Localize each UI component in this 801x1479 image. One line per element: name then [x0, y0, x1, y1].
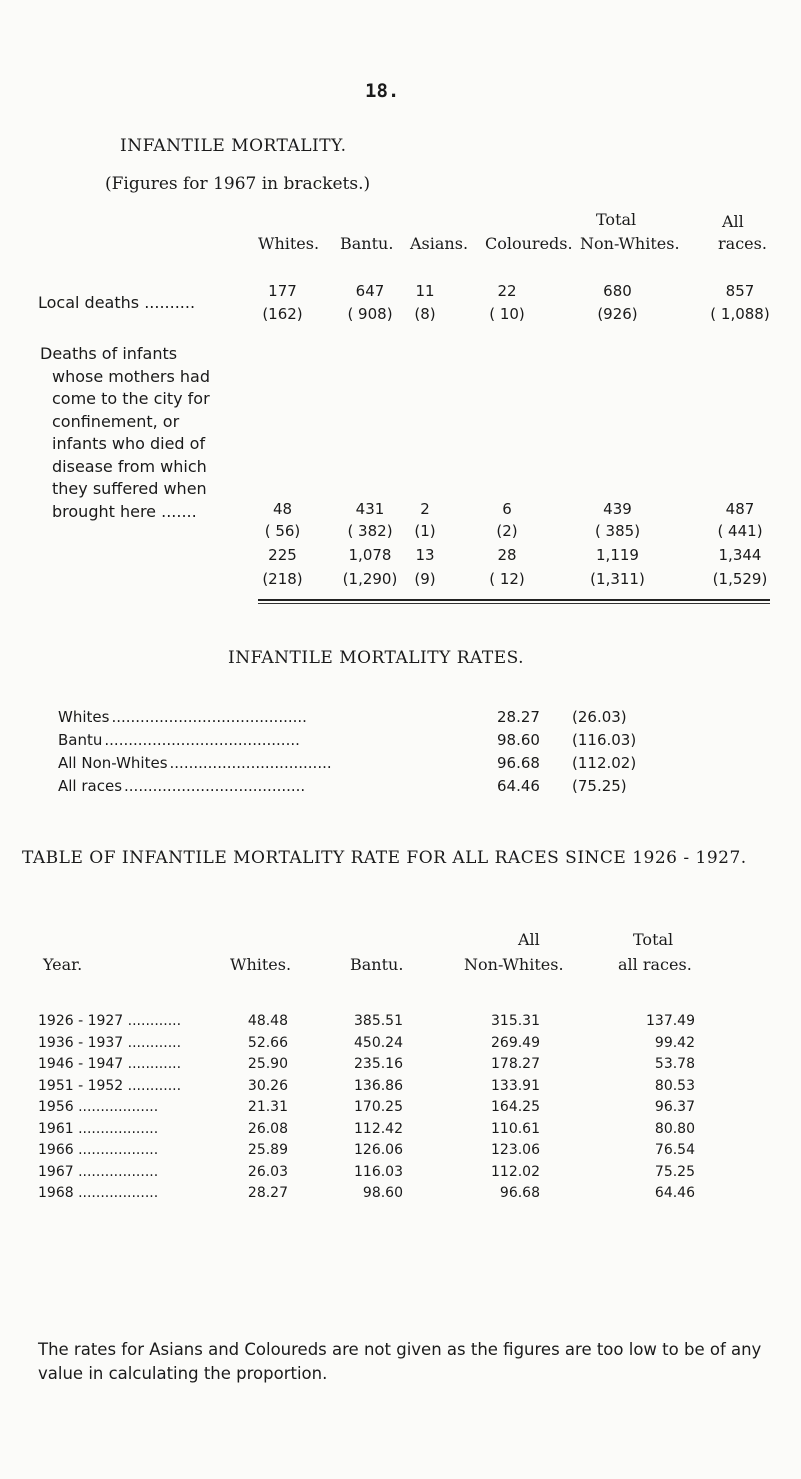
year-label: 1936 - 1937 ............ [38, 1034, 182, 1051]
table-cell: 2 [420, 500, 430, 518]
table-cell: ( 441) [717, 522, 763, 540]
year-label: 1966 .................. [38, 1142, 159, 1158]
rate-cell-total: 64.46 [654, 1185, 695, 1201]
table-cell: ( 908) [347, 305, 393, 323]
rate-cell-bantu: 116.03 [354, 1163, 403, 1180]
rate-cell-total: 137.49 [646, 1013, 695, 1029]
table-cell: (1,311) [590, 570, 645, 588]
rate-cell-total: 75.25 [654, 1163, 695, 1180]
table-cell: 48 [272, 500, 293, 518]
table-cell: (926) [597, 305, 638, 323]
rate-cell-non-whites: 110.61 [491, 1120, 540, 1137]
infants-brought-label-line: confinement, or [52, 411, 180, 431]
infants-brought-label-line: infants who died of [52, 434, 206, 453]
rate-cell-bantu: 112.42 [354, 1120, 403, 1137]
year-label: 1967 .................. [38, 1163, 159, 1180]
year-label: 1968 .................. [38, 1185, 159, 1201]
double-rule-top [258, 599, 770, 601]
rate-cell-whites: 30.26 [247, 1077, 288, 1094]
rate-cell-total: 80.80 [654, 1120, 695, 1137]
table-cell: 487 [725, 500, 755, 518]
table-cell: ( 10) [489, 305, 525, 323]
rate-cell-bantu: 98.60 [362, 1185, 403, 1201]
double-rule-bottom [258, 603, 770, 604]
rate-cell-non-whites: 123.06 [491, 1142, 540, 1158]
table-cell: (162) [262, 305, 303, 323]
rate-leader-dots: ...................................... [124, 777, 306, 795]
table-cell: 177 [268, 282, 297, 300]
table-cell: 680 [603, 282, 632, 300]
table-cell: 647 [355, 282, 385, 300]
rate-value: 96.68 [497, 754, 540, 772]
rate-leader-dots: .................................. [169, 754, 332, 772]
table-cell: 439 [603, 500, 632, 518]
header-total-top: Total [596, 210, 637, 229]
table-cell: 1,119 [596, 546, 639, 564]
table-cell: (1) [414, 522, 436, 540]
rate-leader-dots: ......................................... [104, 731, 300, 749]
rate-cell-whites: 21.31 [247, 1099, 288, 1115]
rate-cell-non-whites: 112.02 [491, 1163, 540, 1180]
table-cell: ( 382) [347, 522, 393, 540]
year-label: 1956 .................. [38, 1099, 159, 1115]
rate-value: 64.46 [497, 777, 540, 795]
header-non-whites-2: Non-Whites. [464, 955, 564, 974]
rate-label: Whites [58, 708, 110, 726]
rate-cell-whites: 28.27 [247, 1185, 288, 1201]
rate-value: 28.27 [497, 708, 540, 726]
rate-value: 98.60 [497, 731, 540, 749]
section-subtitle: (Figures for 1967 in brackets.) [105, 174, 371, 194]
table-cell: (1,529) [712, 570, 768, 588]
rate-cell-total: 96.37 [654, 1099, 695, 1115]
table-cell: 225 [268, 546, 297, 564]
rate-label: All races [58, 777, 123, 795]
header-all-top-2: All [518, 930, 540, 949]
infants-brought-label-line: whose mothers had [52, 366, 211, 386]
header-races: races. [718, 234, 767, 253]
table-cell: 857 [725, 282, 755, 300]
rate-cell-whites: 26.08 [247, 1120, 288, 1137]
table-cell: (9) [414, 570, 436, 588]
infants-brought-label [40, 343, 250, 523]
header-whites-2: Whites. [230, 955, 292, 974]
table-cell: ( 385) [594, 522, 641, 540]
rate-cell-non-whites: 133.91 [491, 1077, 540, 1094]
page-number: 18. [365, 80, 400, 102]
rate-cell-whites: 26.03 [247, 1163, 288, 1180]
infants-brought-label-line: brought here ....... [52, 501, 197, 521]
rate-cell-bantu: 385.51 [354, 1013, 403, 1029]
header-total-top-2: Total [633, 930, 674, 949]
local-deaths-label: Local deaths .......... [38, 293, 196, 312]
rate-cell-whites: 52.66 [247, 1034, 288, 1051]
rate-label: All Non-Whites [58, 754, 168, 772]
rate-previous-value: (26.03) [572, 708, 627, 726]
footnote: The rates for Asians and Coloureds are not given as the figures are too low to be of any value in calculating the proportion. [38, 1340, 762, 1383]
header-asians: Asians. [410, 234, 469, 253]
rate-cell-whites: 25.90 [247, 1056, 288, 1072]
infants-brought-label-line: Deaths of infants [40, 344, 178, 363]
year-label: 1946 - 1947 ............ [38, 1056, 182, 1072]
rate-cell-bantu: 450.24 [354, 1034, 403, 1051]
rate-leader-dots: ......................................... [111, 708, 307, 726]
rate-previous-value: (75.25) [572, 777, 627, 795]
table-cell: 1,078 [348, 546, 392, 564]
rate-cell-total: 53.78 [654, 1056, 695, 1072]
header-whites: Whites. [258, 234, 320, 253]
table-cell: ( 56) [264, 522, 301, 540]
header-bantu: Bantu. [340, 234, 394, 253]
section-title-infantile-mortality: INFANTILE MORTALITY. [120, 136, 347, 156]
section-title-table: TABLE OF INFANTILE MORTALITY RATE FOR ALL RACES SINCE 1926 - 1927. [22, 848, 747, 868]
table-cell: 1,344 [718, 546, 762, 564]
header-non-whites: Non-Whites. [580, 234, 680, 253]
infants-brought-label-line: disease from which [52, 456, 207, 476]
rate-previous-value: (116.03) [572, 731, 637, 749]
table-cell: (218) [262, 570, 303, 588]
header-coloureds: Coloureds. [485, 234, 573, 253]
table-cell: (1,290) [342, 570, 398, 588]
table-cell: ( 12) [489, 570, 525, 588]
table-cell: 28 [497, 546, 517, 564]
year-label: 1926 - 1927 ............ [38, 1013, 182, 1029]
table-cell: 431 [355, 500, 385, 518]
header-all-races: all races. [618, 955, 692, 974]
table-cell: (8) [414, 305, 436, 323]
rate-previous-value: (112.02) [572, 754, 637, 772]
table-cell: 13 [415, 546, 435, 564]
header-all-top: All [722, 212, 744, 231]
header-bantu-2: Bantu. [350, 955, 404, 974]
table-cell: 11 [415, 282, 435, 300]
rate-cell-bantu: 170.25 [354, 1099, 403, 1115]
rate-cell-bantu: 235.16 [354, 1056, 403, 1072]
infants-brought-label-line: come to the city for [52, 389, 210, 408]
rate-cell-total: 80.53 [654, 1077, 695, 1094]
header-year: Year. [43, 955, 83, 974]
rate-cell-non-whites: 178.27 [491, 1056, 540, 1072]
rate-cell-whites: 25.89 [247, 1142, 288, 1158]
rate-cell-bantu: 126.06 [354, 1142, 403, 1158]
rate-cell-whites: 48.48 [247, 1013, 288, 1029]
rate-cell-total: 76.54 [654, 1142, 695, 1158]
year-label: 1961 .................. [38, 1120, 159, 1137]
rate-label: Bantu [58, 731, 103, 749]
infants-brought-label-line: they suffered when [52, 479, 207, 498]
table-cell: ( 1,088) [710, 305, 770, 323]
year-label: 1951 - 1952 ............ [38, 1077, 182, 1094]
rate-cell-non-whites: 269.49 [491, 1034, 540, 1051]
section-title-mortality-rates: INFANTILE MORTALITY RATES. [228, 648, 525, 668]
table-cell: (2) [496, 522, 518, 540]
rate-cell-total: 99.42 [654, 1034, 695, 1051]
table-cell: 6 [502, 500, 512, 518]
rate-cell-bantu: 136.86 [354, 1077, 403, 1094]
table-cell: 22 [497, 282, 517, 300]
rate-cell-non-whites: 315.31 [491, 1013, 540, 1029]
rate-cell-non-whites: 164.25 [491, 1099, 540, 1115]
rate-cell-non-whites: 96.68 [499, 1185, 540, 1201]
